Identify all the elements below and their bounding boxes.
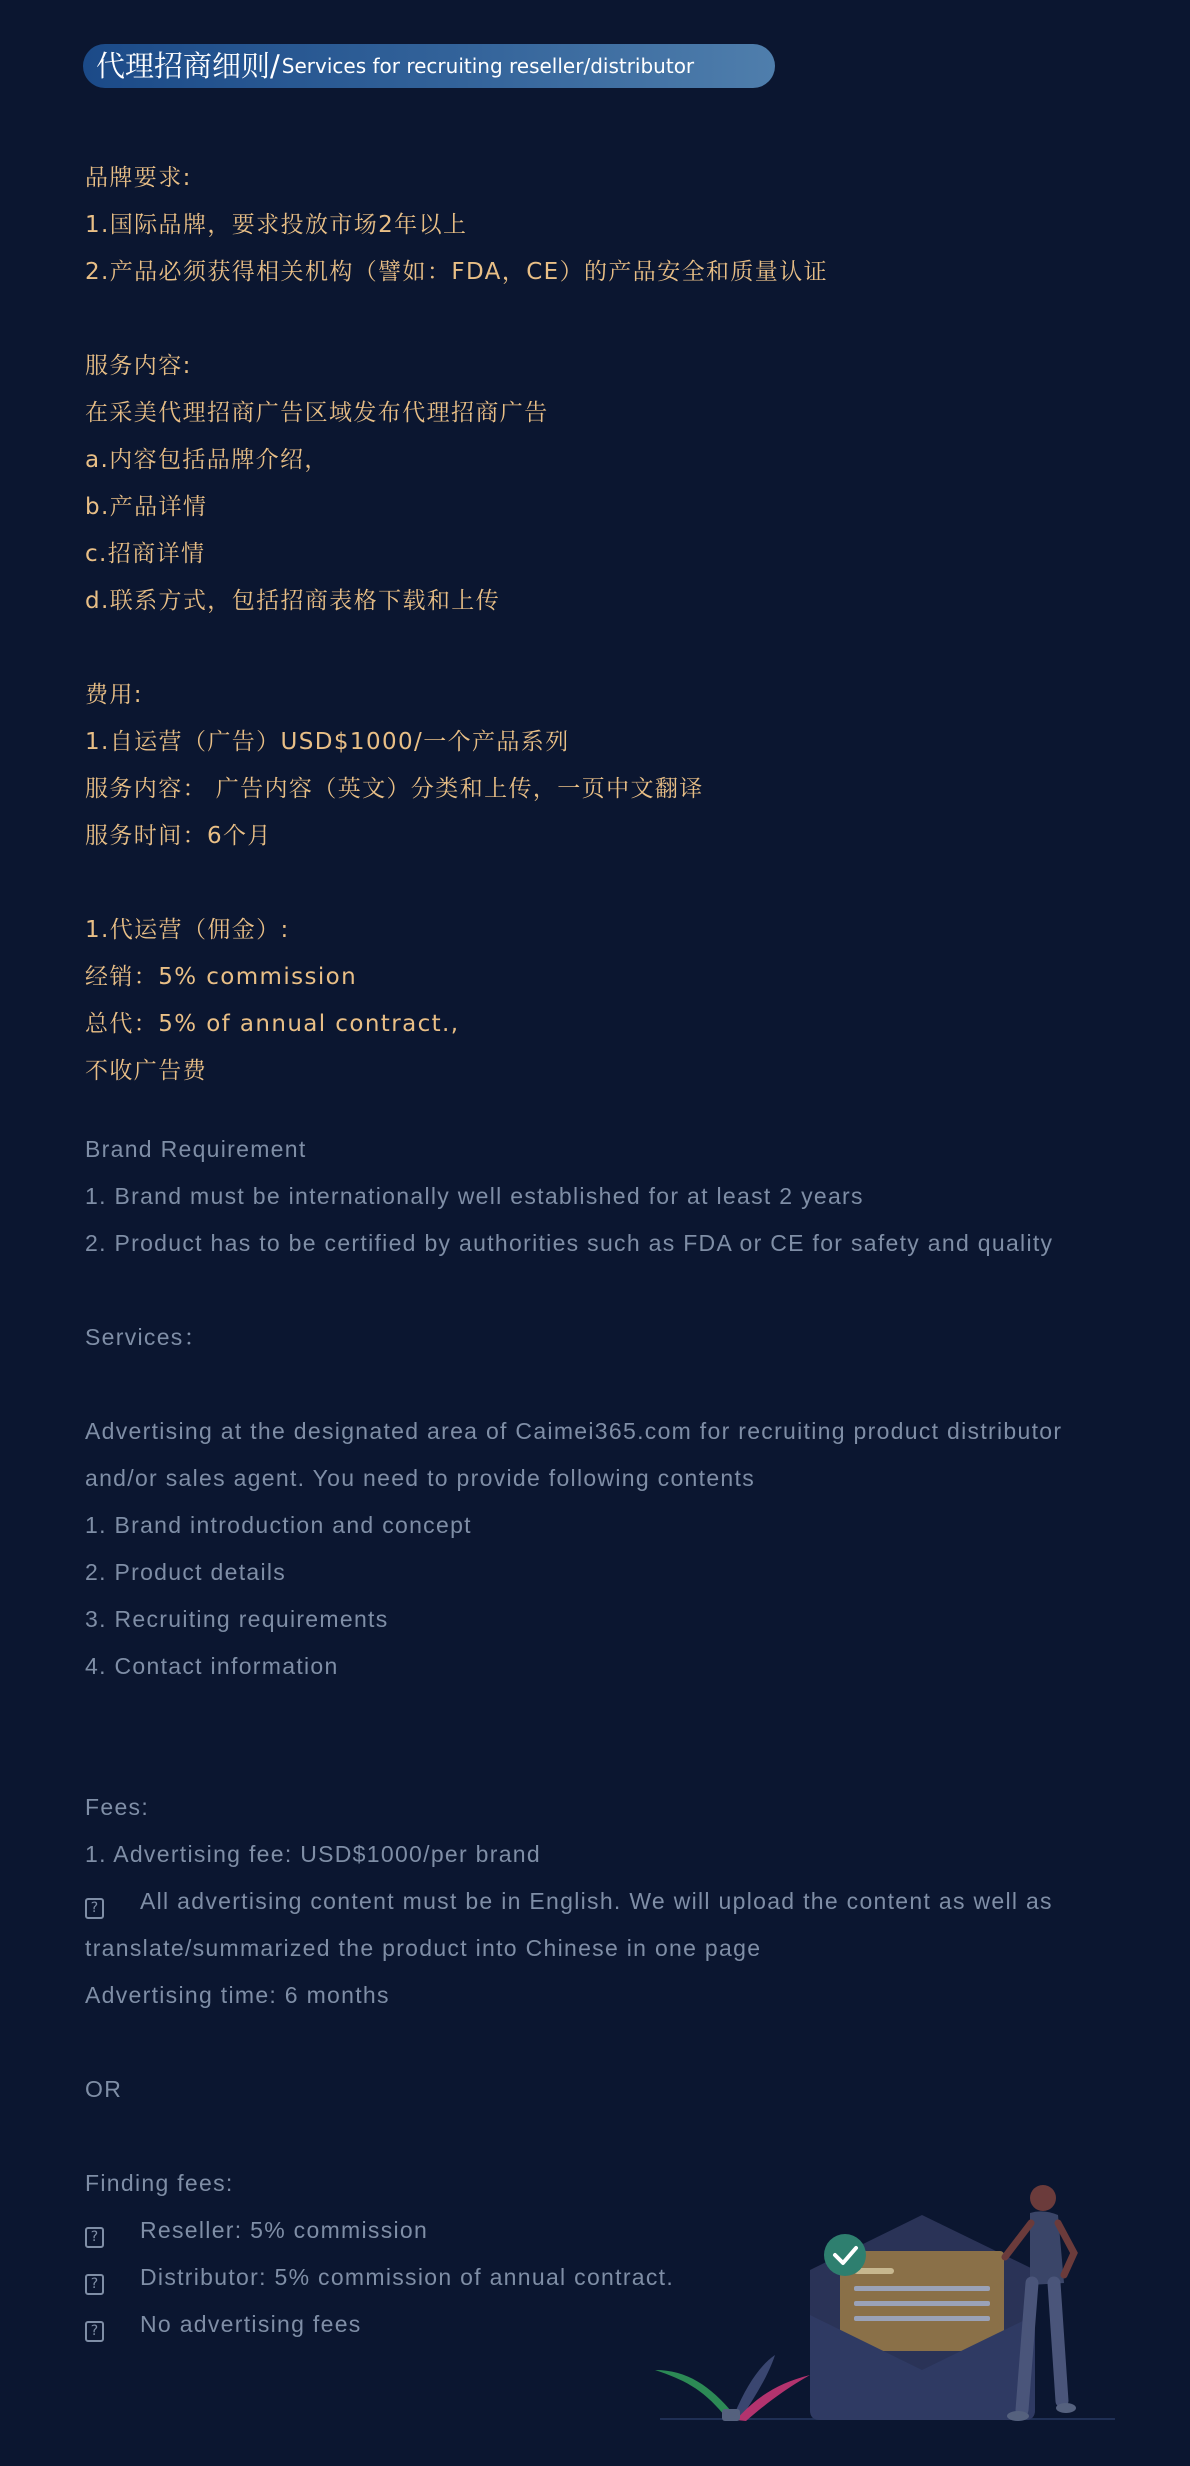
- en-fees-note-text: All advertising content must be in English. We will upload the content as well as translate/summarized the product into Chinese in one page: [85, 1888, 1053, 1961]
- letter-line: [854, 2301, 990, 2306]
- page-title-banner: [83, 44, 775, 88]
- en-finding-item-1-text: Reseller: 5% commission: [140, 2217, 429, 2243]
- plant-pot: [722, 2409, 740, 2421]
- en-finding-title: Finding fees:: [85, 2170, 234, 2196]
- spacer: [85, 1690, 1085, 1737]
- cn-agent-general: 总代：5% of annual contract.,: [85, 1011, 460, 1037]
- en-fees-title: Fees:: [85, 1794, 150, 1820]
- check-badge-icon: [824, 2234, 866, 2276]
- cn-service-item-b: b.产品详情: [85, 494, 208, 520]
- question-box-icon: ?: [85, 2227, 104, 2248]
- question-box-icon: ?: [85, 2321, 104, 2342]
- question-box-icon: ?: [85, 2274, 104, 2295]
- en-fees-note: [85, 1878, 1085, 1972]
- page-title-english: Services for recruiting reseller/distributor: [281, 54, 695, 78]
- person-arm: [1005, 2223, 1031, 2257]
- cn-brand-item-1: 1.国际品牌，要求投放市场2年以上: [85, 212, 468, 238]
- en-brand-item-1: 1. Brand must be internationally well established for at least 2 years: [85, 1183, 864, 1209]
- en-fees-item-1: 1. Advertising fee: USD$1000/per brand: [85, 1841, 541, 1867]
- cn-agent-title: 1.代运营（佣金）:: [85, 917, 290, 943]
- cn-service-title: 服务内容:: [85, 353, 192, 379]
- cn-brand-title: 品牌要求:: [85, 165, 192, 191]
- en-or: OR: [85, 2076, 123, 2102]
- spacer: [85, 860, 1105, 907]
- spacer: [85, 296, 1105, 343]
- cn-fee-item-1: 1.自运营（广告）USD$1000/一个产品系列: [85, 729, 570, 755]
- spacer: [85, 1737, 1085, 1784]
- page-title-chinese: 代理招商细则/: [96, 49, 280, 83]
- cn-service-item-a: a.内容包括品牌介绍，: [85, 447, 329, 473]
- en-finding-item-3-text: No advertising fees: [140, 2311, 362, 2337]
- cn-service-item-d: d.联系方式，包括招商表格下载和上传: [85, 588, 501, 614]
- spacer: [85, 2113, 1085, 2160]
- en-finding-item-2-text: Distributor: 5% commission of annual contract.: [140, 2264, 675, 2290]
- cn-brand-item-2: 2.产品必须获得相关机构（譬如：FDA，CE）的产品安全和质量认证: [85, 259, 829, 285]
- person-shoe: [1007, 2411, 1029, 2421]
- en-services-intro: Advertising at the designated area of Caimei365.com for recruiting product distributor and/or sales agent. You need to provide following contents: [85, 1418, 1063, 1491]
- en-services-title: Services：: [85, 1324, 208, 1350]
- cn-service-item-c: c.招商详情: [85, 541, 206, 567]
- person-shoe: [1056, 2403, 1076, 2413]
- spacer: [85, 2019, 1085, 2066]
- cn-service-intro: 在采美代理招商广告区域发布代理招商广告: [85, 400, 549, 426]
- cn-fee-content: 服务内容： 广告内容（英文）分类和上传，一页中文翻译: [85, 776, 704, 802]
- en-services-item-2: 2. Product details: [85, 1559, 287, 1585]
- en-brand-item-2: 2. Product has to be certified by authorities such as FDA or CE for safety and quality: [85, 1230, 1054, 1256]
- cn-fee-title: 费用:: [85, 682, 143, 708]
- en-services-item-4: 4. Contact information: [85, 1653, 339, 1679]
- en-fees-time: Advertising time: 6 months: [85, 1982, 390, 2008]
- chinese-section: [85, 155, 1105, 1095]
- person-leg: [1054, 2283, 1062, 2401]
- en-services-item-1: 1. Brand introduction and concept: [85, 1512, 472, 1538]
- question-box-icon: ?: [85, 1898, 104, 1919]
- cn-agent-distribution: 经销：5% commission: [85, 964, 358, 990]
- person-head: [1030, 2185, 1056, 2211]
- en-services-item-3: 3. Recruiting requirements: [85, 1606, 389, 1632]
- spacer: [85, 625, 1105, 672]
- cn-agent-no-ad-fee: 不收广告费: [85, 1058, 207, 1084]
- cn-fee-time: 服务时间：6个月: [85, 823, 272, 849]
- spacer: [85, 1361, 1085, 1408]
- spacer: [85, 1267, 1085, 1314]
- envelope-person-illustration: [650, 2165, 1120, 2435]
- letter-line: [854, 2286, 990, 2291]
- en-brand-title: Brand Requirement: [85, 1136, 307, 1162]
- letter-line: [854, 2316, 990, 2321]
